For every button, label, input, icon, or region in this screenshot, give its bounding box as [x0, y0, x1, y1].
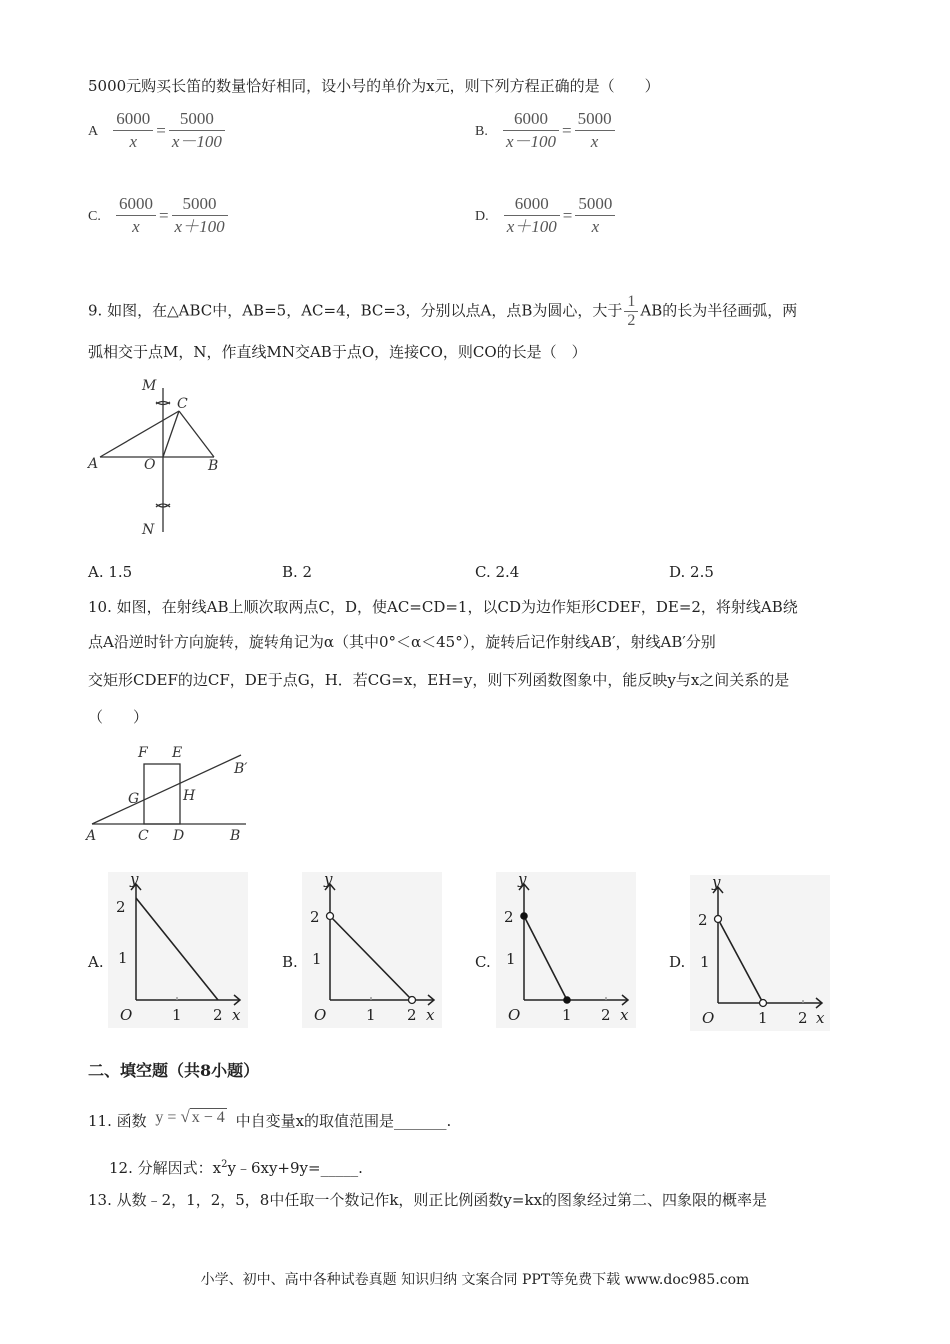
q12-sup: 2: [221, 1159, 228, 1170]
axis-y-label: y: [712, 875, 721, 891]
denominator: x＋100: [506, 217, 557, 236]
tick-x1: 1: [758, 1009, 768, 1027]
tick-x2: 2: [798, 1009, 808, 1027]
q11-suffix: 中自变量x的取值范围是_______.: [235, 1112, 452, 1130]
closed-point: [563, 996, 571, 1004]
denominator: x－100: [505, 132, 556, 151]
tick-x1: 1: [366, 1006, 376, 1024]
label-b: B: [208, 458, 219, 474]
graph-a-label[interactable]: A.: [88, 953, 104, 971]
numerator: 5000: [575, 193, 615, 216]
denominator: x: [590, 132, 599, 151]
origin-label: O: [120, 1006, 133, 1024]
tick-2: 2: [698, 911, 708, 929]
open-point: [409, 997, 416, 1004]
label-o: O: [144, 457, 156, 473]
tick-1: 1: [700, 953, 710, 971]
tick-1: 1: [312, 950, 322, 968]
numerator: 6000: [113, 108, 153, 131]
q11-formula: [155, 1108, 226, 1127]
q10-line1: 10. 如图，在射线AB上顺次取两点C，D，使AC=CD=1，以CD为边作矩形CDEF，DE=2，将射线AB绕: [88, 598, 798, 616]
axis-y-label: y: [130, 872, 139, 888]
q8-option-d[interactable]: D. $\frac{6000}{x+100}$ = $\frac{5000}{x}$: [475, 193, 615, 238]
graph-c-label[interactable]: C.: [475, 953, 491, 971]
axis-x-label: x: [426, 1006, 435, 1024]
axis-x-label: x: [620, 1006, 629, 1024]
denominator: x＋100: [174, 217, 225, 236]
q9-option-c[interactable]: C. 2.4: [475, 563, 520, 581]
q10-line4: （ ）: [88, 708, 149, 726]
denominator: x: [129, 132, 137, 151]
label-n: N: [142, 522, 155, 538]
origin-label: O: [702, 1009, 715, 1027]
numerator: 6000: [504, 193, 560, 216]
option-label: C.: [88, 209, 101, 224]
graph-d-label[interactable]: D.: [669, 953, 686, 971]
numerator: 5000: [172, 193, 228, 216]
label-a: A: [88, 456, 99, 472]
radical-sign: √: [180, 1107, 190, 1126]
label-e: E: [172, 745, 183, 761]
q9-figure: [84, 374, 234, 540]
denominator: x: [591, 217, 600, 236]
q8-option-a[interactable]: A $\frac{6000}{x}$ = $\frac{5000}{x-100}$: [88, 108, 225, 153]
tick-x2: 2: [213, 1006, 223, 1024]
closed-point: [520, 912, 528, 920]
axis-y-label: y: [518, 872, 527, 888]
q13: 13. 从数﹣2，1，2，5，8中任取一个数记作k，则正比例函数y=kx的图象经过第二、四象限的概率是: [88, 1191, 768, 1209]
axis-y-label: y: [324, 872, 333, 888]
open-point: [715, 916, 722, 923]
q12-text-b: y﹣6xy+9y=_____.: [227, 1159, 363, 1177]
tick-1: 1: [506, 950, 516, 968]
label-b-prime: B′: [234, 761, 248, 777]
q9-line1: [88, 293, 797, 330]
origin-label: O: [314, 1006, 327, 1024]
tick-x1: 1: [172, 1006, 182, 1024]
label-h: H: [183, 788, 196, 804]
option-label: A: [88, 124, 99, 139]
numerator: 6000: [116, 193, 156, 216]
denominator: x: [132, 217, 140, 236]
numerator: 5000: [169, 108, 225, 131]
half-denominator: 2: [627, 312, 636, 329]
tick-2: 2: [504, 908, 514, 926]
origin-label: O: [508, 1006, 521, 1024]
graph-a[interactable]: [108, 872, 248, 1028]
q9-option-a[interactable]: A. 1.5: [88, 563, 133, 581]
section-title: 二、填空题（共8小题）: [88, 1061, 260, 1080]
label-f: F: [138, 745, 148, 761]
label-c: C: [177, 396, 188, 412]
label-d: D: [173, 828, 185, 844]
numerator: 5000: [575, 108, 615, 131]
graph-b[interactable]: [302, 872, 442, 1028]
open-point: [327, 913, 334, 920]
option-label: D.: [475, 209, 489, 224]
label-g: G: [128, 791, 140, 807]
q12: [109, 1156, 363, 1177]
label-m: M: [142, 378, 157, 394]
open-point: [760, 1000, 767, 1007]
q9-line1-a: 9. 如图，在△ABC中，AB=5，AC=4，BC=3，分别以点A，点B为圆心，大于: [88, 301, 623, 320]
q10-line3: 交矩形CDEF的边CF，DE于点G，H．若CG=x，EH=y，则下列函数图象中，能反映y与x之间关系的是: [88, 671, 790, 689]
q8-option-b[interactable]: B. $\frac{6000}{x-100}$ = $\frac{5000}{x}$: [475, 108, 615, 153]
tick-x2: 2: [407, 1006, 417, 1024]
q9-line1-b: AB的长为半径画弧，两: [640, 301, 798, 320]
tick-2: 2: [116, 898, 126, 916]
tick-x1: 1: [562, 1006, 572, 1024]
axis-x-label: x: [816, 1009, 825, 1027]
footer: 小学、初中、高中各种试卷真题 知识归纳 文案合同 PPT等免费下载 www.doc985.com: [200, 1272, 750, 1288]
graph-b-label[interactable]: B.: [282, 953, 298, 971]
numerator: 6000: [503, 108, 559, 131]
tick-2: 2: [310, 908, 320, 926]
q12-text-a: 12. 分解因式：x: [109, 1159, 222, 1177]
q9-option-d[interactable]: D. 2.5: [669, 563, 714, 581]
denominator: x－100: [171, 132, 222, 151]
formula-lhs: y =: [155, 1109, 177, 1126]
q11: [88, 1108, 451, 1130]
q8-option-c[interactable]: C. $\frac{6000}{x}$ = $\frac{5000}{x+100}$: [88, 193, 228, 238]
q10-figure: [84, 740, 264, 846]
q10-line2: 点A沿逆时针方向旋转，旋转角记为α（其中0°＜α＜45°），旋转后记作射线AB′，射线AB′分别: [88, 633, 716, 651]
q9-line2: 弧相交于点M，N，作直线MN交AB于点O，连接CO，则CO的长是（ ）: [88, 343, 587, 361]
option-label: B.: [475, 124, 488, 139]
radicand: x − 4: [191, 1109, 225, 1126]
half-numerator: 1: [624, 293, 638, 312]
graph-d[interactable]: [690, 875, 830, 1031]
tick-1: 1: [118, 949, 128, 967]
label-c: C: [138, 828, 149, 844]
q9-option-b[interactable]: B. 2: [282, 563, 313, 581]
q8-stem: 5000元购买长笛的数量恰好相同，设小号的单价为x元，则下列方程正确的是（ ）: [88, 77, 660, 95]
q11-prefix: 11. 函数: [88, 1112, 147, 1130]
label-a: A: [86, 828, 97, 844]
graph-c[interactable]: [496, 872, 636, 1028]
axis-x-label: x: [232, 1006, 241, 1024]
label-b: B: [230, 828, 241, 844]
tick-x2: 2: [601, 1006, 611, 1024]
